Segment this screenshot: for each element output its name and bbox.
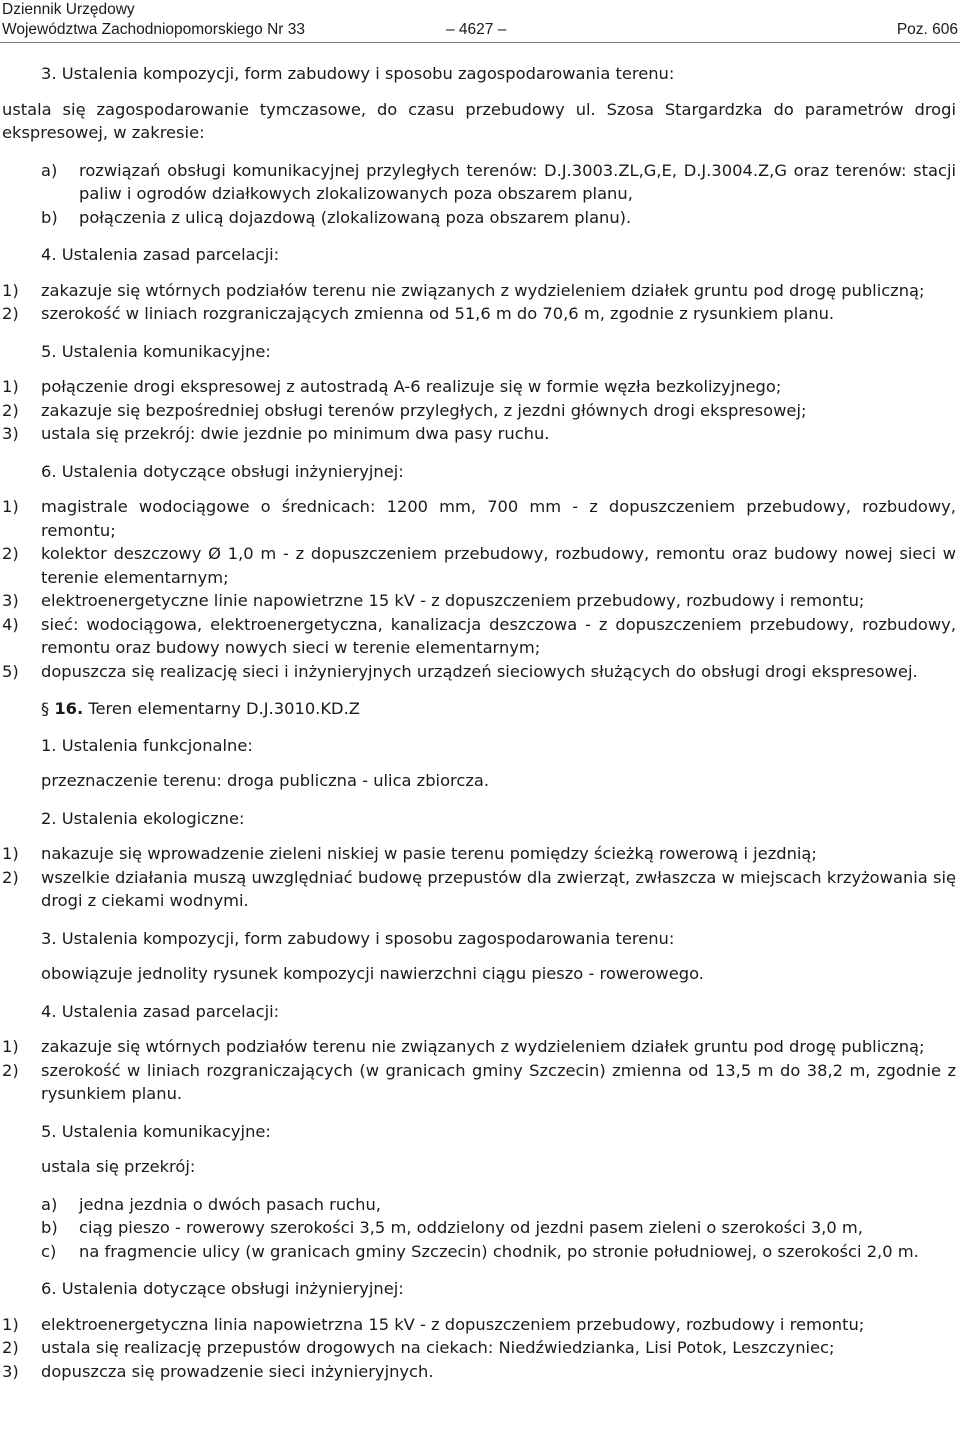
heading-composition-2: 3. Ustalenia kompozycji, form zabudowy i sposobu zagospodarowania terenu: bbox=[41, 928, 675, 948]
list-transport bbox=[2, 375, 956, 446]
list-scope bbox=[2, 159, 956, 230]
list-item: 1) elektroenergetyczna linia napowietrzna 15 kV - z dopuszczeniem przebudowy, rozbudowy i remontu; bbox=[2, 1314, 865, 1334]
heading-engineering-2: 6. Ustalenia dotyczące obsługi inżynieryjnej: bbox=[41, 1279, 404, 1298]
section-heading bbox=[2, 697, 956, 721]
list-cross-section bbox=[2, 1193, 956, 1264]
list-item: 1) nakazuje się wprowadzenie zieleni niskiej w pasie terenu pomiędzy ścieżką rowerową i jezdnią; bbox=[2, 844, 817, 863]
list-item: 2) zakazuje się bezpośredniej obsługi terenów przyległych, z jezdni głównych drogi ekspresowej; bbox=[2, 400, 807, 420]
list-item: 1) połączenie drogi ekspresowej z autostradą A-6 realizuje się w formie węzła bezkolizyjnego; bbox=[2, 377, 782, 396]
journal-title: Dziennik Urzędowy bbox=[2, 1, 135, 18]
paragraph-pavement: obowiązuje jednolity rysunek kompozycji nawierzchni ciągu pieszo - rowerowego. bbox=[41, 964, 704, 983]
heading-engineering: 6. Ustalenia dotyczące obsługi inżynieryjnej: bbox=[41, 461, 404, 481]
list-item: 3) elektroenergetyczne linie napowietrzne 15 kV - z dopuszczeniem przebudowy, rozbudowy i remontu; bbox=[2, 591, 865, 610]
heading-parcelling: 4. Ustalenia zasad parcelacji: bbox=[41, 245, 280, 264]
heading-functional: 1. Ustalenia funkcjonalne: bbox=[41, 735, 253, 755]
list-item: 4) sieć: wodociągowa, elektroenergetyczna, kanalizacja deszczowa - z dopuszczeniem przebudowy, rozbudowy, remontu oraz budowy nowych sieci w terenie elementarnym; bbox=[2, 614, 956, 657]
list-item: 5) dopuszcza się realizację sieci i inżynieryjnych urządzeń sieciowych służących do obsługi drogi ekspresowej. bbox=[2, 661, 918, 681]
list-item: a) jedna jezdnia o dwóch pasach ruchu, bbox=[41, 1194, 381, 1214]
paragraph-purpose: przeznaczenie terenu: droga publiczna - ulica zbiorcza. bbox=[41, 771, 490, 790]
document-body bbox=[2, 62, 956, 1397]
list-item: 3) ustala się przekrój: dwie jezdnie po minimum dwa pasy ruchu. bbox=[2, 424, 550, 443]
list-item: b) połączenia z ulicą dojazdową (zlokalizowaną poza obszarem planu). bbox=[41, 207, 632, 227]
page-header bbox=[2, 0, 958, 40]
paragraph-temporary-development: ustala się zagospodarowanie tymczasowe, do czasu przebudowy ul. Szosa Stargardzka do parametrów drogi ekspresowej, w zakresie: bbox=[2, 99, 956, 142]
position-number: Poz. 606 bbox=[896, 21, 958, 38]
list-item: 2) szerokość w liniach rozgraniczających zmienna od 51,6 m do 70,6 m, zgodnie z rysunkiem planu. bbox=[2, 304, 835, 323]
heading-transport: 5. Ustalenia komunikacyjne: bbox=[41, 341, 271, 361]
list-item: 2) ustala się realizację przepustów drogowych na ciekach: Niedźwiedzianka, Lisi Potok, Leszczyniec; bbox=[2, 1338, 835, 1357]
list-parcelling-2 bbox=[2, 1035, 956, 1106]
list-item: c) na fragmencie ulicy (w granicach gminy Szczecin) chodnik, po stronie południowej, o szerokości 2,0 m. bbox=[41, 1241, 919, 1261]
list-item: 1) zakazuje się wtórnych podziałów terenu nie związanych z wydzieleniem działek gruntu pod drogę publiczną; bbox=[2, 1037, 925, 1056]
heading-parcelling-2: 4. Ustalenia zasad parcelacji: bbox=[41, 1001, 280, 1021]
heading-transport-2: 5. Ustalenia komunikacyjne: bbox=[41, 1121, 271, 1141]
list-item: 2) szerokość w liniach rozgraniczających (w granicach gminy Szczecin) zmienna od 13,5 m do 38,2 m, zgodnie z rysunkiem planu. bbox=[2, 1060, 956, 1103]
paragraph-cross-section: ustala się przekrój: bbox=[41, 1157, 196, 1176]
list-item: b) ciąg pieszo - rowerowy szerokości 3,5 m, oddzielony od jezdni pasem zieleni o szerokości 3,0 m, bbox=[41, 1218, 863, 1237]
page-number: – 4627 – bbox=[446, 21, 507, 38]
list-item: 3) dopuszcza się prowadzenie sieci inżynieryjnych. bbox=[2, 1361, 434, 1381]
list-parcelling bbox=[2, 279, 956, 326]
heading-ecological: 2. Ustalenia ekologiczne: bbox=[41, 808, 245, 828]
list-item: 2) kolektor deszczowy Ø 1,0 m - z dopuszczeniem przebudowy, rozbudowy, remontu oraz budowy nowej sieci w terenie elementarnym; bbox=[2, 544, 956, 587]
section-title: Teren elementarny D.J.3010.KD.Z bbox=[88, 699, 360, 718]
header-divider bbox=[0, 42, 960, 43]
list-engineering bbox=[2, 495, 956, 683]
heading-composition: 3. Ustalenia kompozycji, form zabudowy i sposobu zagospodarowania terenu: bbox=[41, 64, 675, 83]
list-engineering-2 bbox=[2, 1313, 956, 1384]
list-item: 1) magistrale wodociągowe o średnicach: 1200 mm, 700 mm - z dopuszczeniem przebudowy, rozbudowy, remontu; bbox=[2, 497, 956, 540]
section-sign: § bbox=[41, 699, 50, 718]
section-number: 16. bbox=[54, 699, 84, 718]
list-item: a) rozwiązań obsługi komunikacyjnej przyległych terenów: D.J.3003.ZL,G,E, D.J.3004.Z,G oraz terenów: stacji paliw i ogrodów działkowych zlokalizowanych poza obszarem planu, bbox=[41, 160, 956, 203]
list-item: 1) zakazuje się wtórnych podziałów terenu nie związanych z wydzieleniem działek gruntu pod drogę publiczną; bbox=[2, 280, 925, 300]
journal-region-issue: Województwa Zachodniopomorskiego Nr 33 bbox=[2, 21, 305, 38]
list-ecological bbox=[2, 842, 956, 913]
list-item: 2) wszelkie działania muszą uwzględniać budowę przepustów dla zwierząt, zwłaszcza w miejscach krzyżowania się drogi z ciekami wodnymi. bbox=[2, 867, 956, 910]
